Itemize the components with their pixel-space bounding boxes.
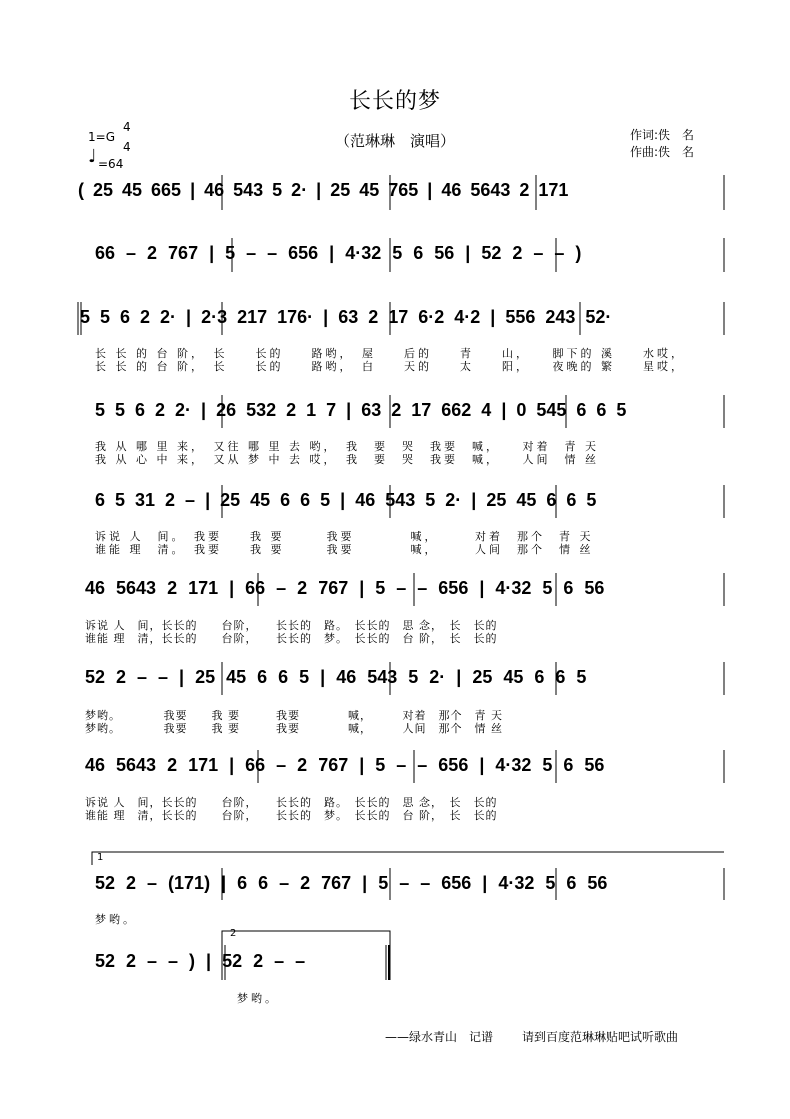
lyric-row-3-verse-1: 长 长 的 台 阶， 长 长的 路哟， 屋 后的 青 山， 脚下的 溪 水哎， [95, 347, 685, 360]
lyric-row-5-verse-2: 谁能 理 清。 我要 我 要 我要 喊， 人间 那个 情 丝 [95, 543, 594, 556]
lyric-row-5-verse-1: 诉说 人 间。 我要 我 要 我要 喊， 对着 那个 青 天 [95, 530, 594, 543]
score-row-2: 66 – 2 767 | 5 – – 656 | 4·32 5 6 56 | 52 2 – – ) [95, 243, 582, 263]
time-signature-numerator: 4 [123, 120, 131, 134]
singer-credit: （范琳琳 演唱） [334, 132, 455, 150]
quarter-note-icon: ♩ [88, 146, 97, 167]
lyric-row-9: 梦哟。 [95, 913, 137, 926]
lyric-row-7-verse-2: 梦哟。 我要 我 要 我要 喊， 人间 那个 情 丝 [85, 722, 503, 735]
lyric-row-7-verse-1: 梦哟。 我要 我 要 我要 喊， 对着 那个 青 天 [85, 709, 503, 722]
score-row-1: ( 25 45 665 | 46 543 5 2· | 25 45 765 | 46 5643 2 171 [78, 180, 569, 200]
score-row-4: 5 5 6 2 2· | 26 532 2 1 7 | 63 2 17 662 4 | 0 545 6 6 5 [95, 400, 627, 420]
score-row-6: 46 5643 2 171 | 66 – 2 767 | 5 – – 656 | 4·32 5 6 56 [85, 578, 605, 598]
lyric-row-8-verse-2: 谁能 理 清，长长的 台阶， 长长的 梦。 长长的 台 阶， 长 长的 [85, 809, 498, 822]
song-title: 长长的梦 [348, 89, 441, 114]
first-ending-number: 1 [97, 852, 104, 863]
lyric-row-3-verse-2: 长 长 的 台 阶， 长 长的 路哟， 白 天的 太 阳， 夜晚的 繁 星哎， [95, 360, 685, 373]
score-row-10: 52 2 – – ) | 52 2 – – [95, 951, 306, 971]
listening-note: 请到百度范琳琳贴吧试听歌曲 [522, 1030, 679, 1044]
score-row-5: 6 5 31 2 – | 25 45 6 6 5 | 46 543 5 2· | 25 45 6 6 5 [95, 490, 597, 510]
lyric-row-10: 梦哟。 [237, 992, 279, 1005]
lyric-row-4-verse-1: 我 从 哪 里 来， 又往 哪 里 去 哟， 我 要 哭 我要 喊， 对着 青 天 [95, 440, 599, 453]
lyric-row-4-verse-2: 我 从 心 中 来， 又从 梦 中 去 哎， 我 要 哭 我要 喊， 人间 情 丝 [95, 453, 599, 466]
lyric-row-6-verse-1: 诉说 人 间，长长的 台阶， 长长的 路。 长长的 思 念， 长 长的 [85, 619, 498, 632]
composer-credit: 作曲:佚 名 [630, 145, 695, 159]
key-signature: 1=G [88, 130, 115, 144]
score-row-7: 52 2 – – | 25 45 6 6 5 | 46 543 5 2· | 25 45 6 6 5 [85, 667, 587, 687]
score-row-8: 46 5643 2 171 | 66 – 2 767 | 5 – – 656 | 4·32 5 6 56 [85, 755, 605, 775]
tempo-marking: =64 [98, 157, 124, 171]
lyricist-credit: 作词:佚 名 [630, 128, 695, 142]
lyric-row-8-verse-1: 诉说 人 间，长长的 台阶， 长长的 路。 长长的 思 念， 长 长的 [85, 796, 498, 809]
score-row-9: 52 2 – (171) | 6 6 – 2 767 | 5 – – 656 | 4·32 5 6 56 [95, 873, 608, 893]
time-signature-denominator: 4 [123, 140, 131, 154]
score-row-3: 5 5 6 2 2· | 2·3 217 176· | 63 2 17 6·2 4·2 | 556 243 52· [80, 307, 612, 327]
lyric-row-6-verse-2: 谁能 理 清，长长的 台阶， 长长的 梦。 长长的 台 阶， 长 长的 [85, 632, 498, 645]
second-ending-number: 2 [230, 928, 237, 939]
transcriber-credit: ——绿水青山 记谱 [385, 1030, 494, 1044]
